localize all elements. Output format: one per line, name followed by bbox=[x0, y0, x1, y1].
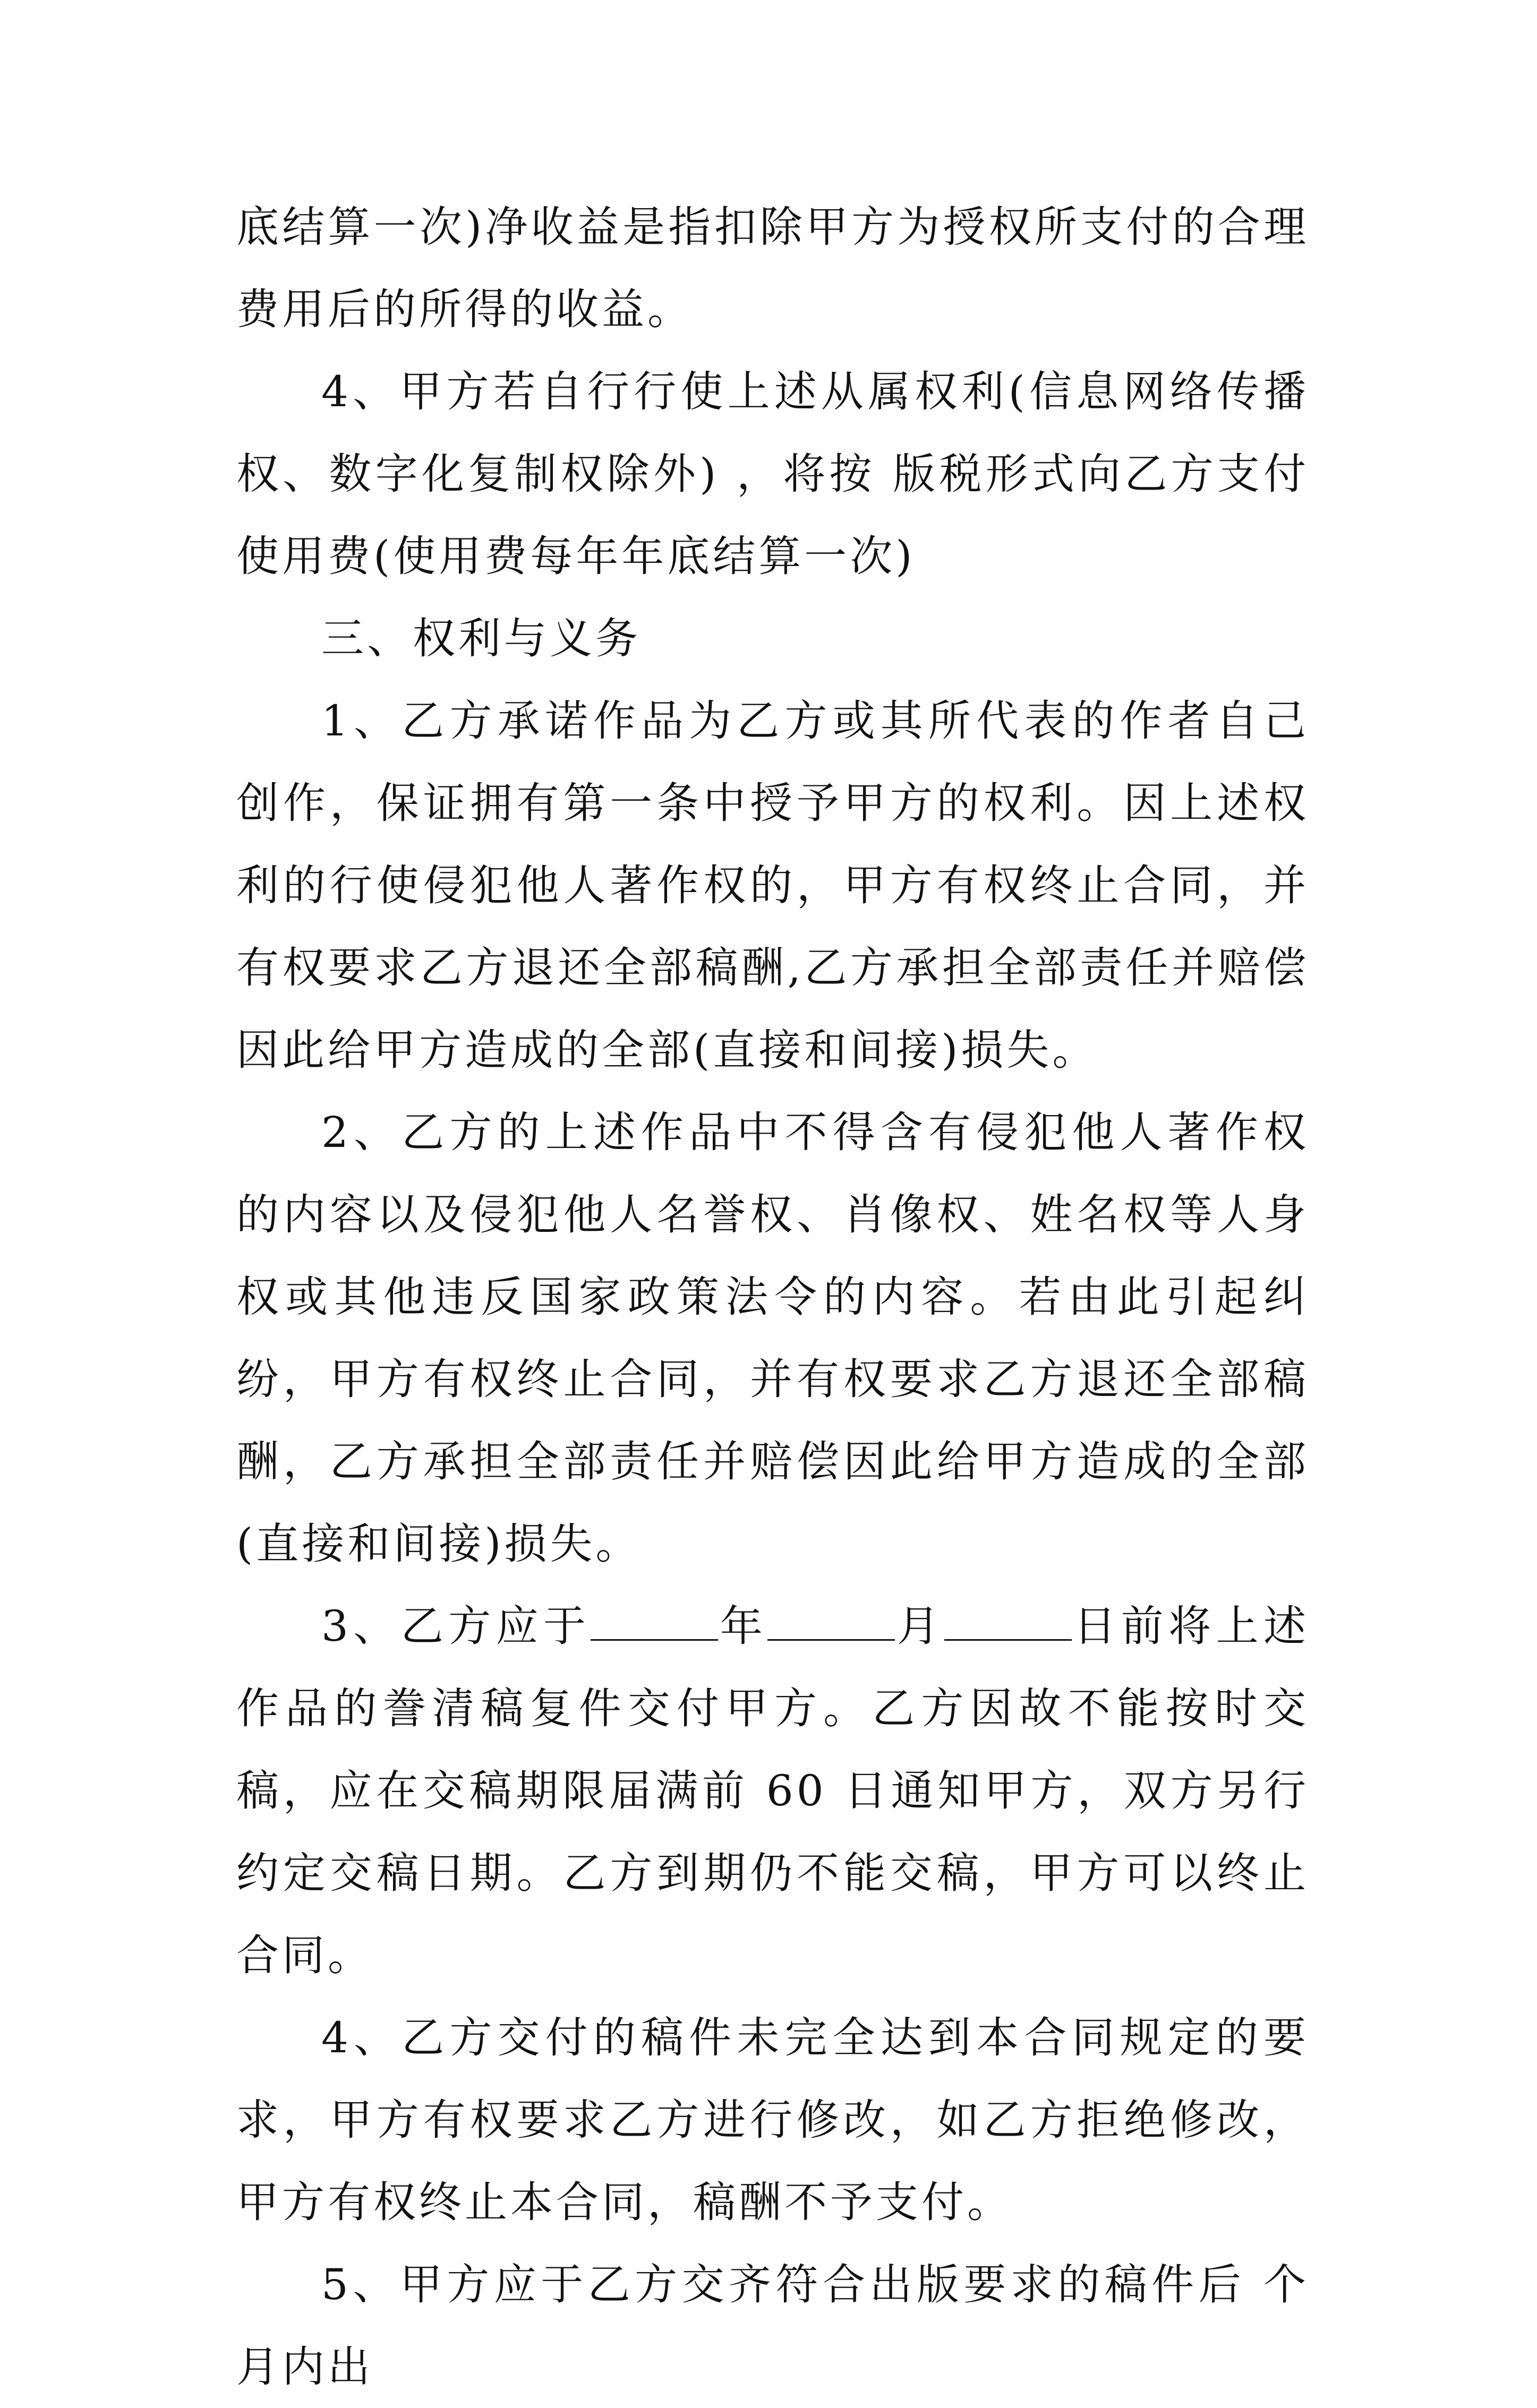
paragraph-2: 4、甲方若自行行使上述从属权利(信息网络传播权、数字化复制权除外) ，将按 版税形式向乙方支付使用费(使用费每年年底结算一次) bbox=[236, 367, 1309, 581]
clause-3-year-label: 年 bbox=[718, 1601, 768, 1651]
blank-year-field bbox=[591, 1602, 718, 1641]
clause-3-prefix: 3、乙方应于 bbox=[321, 1601, 591, 1651]
section-heading-rights-obligations: 三、权利与义务 bbox=[321, 614, 641, 663]
blank-month-field bbox=[767, 1602, 895, 1641]
blank-day-field bbox=[944, 1602, 1072, 1641]
paragraph-clause-2: 2、乙方的上述作品中不得含有侵犯他人著作权的内容以及侵犯他人名誉权、肖像权、姓名权等人身权或其他违反国家政策法令的内容。若由此引起纠纷，甲方有权终止合同，并有权要求乙方退还全部稿酬，乙方承担全部责任并赔偿因此给甲方造成的全部(直接和间接)损失。 bbox=[236, 1108, 1309, 1569]
paragraph-clause-3 bbox=[236, 1585, 1309, 1996]
document-body bbox=[236, 186, 1309, 2408]
paragraph-1: 底结算一次)净收益是指扣除甲方为授权所支付的合理费用后的所得的收益。 bbox=[236, 202, 1309, 334]
clause-3-month-label: 月 bbox=[895, 1601, 944, 1651]
paragraph-clause-5: 5、甲方应于乙方交齐符合出版要求的稿件后 个月内出 bbox=[236, 2260, 1309, 2392]
paragraph-clause-1: 1、乙方承诺作品为乙方或其所代表的作者自己创作，保证拥有第一条中授予甲方的权利。因上述权利的行使侵犯他人著作权的，甲方有权终止合同，并有权要求乙方退还全部稿酬,乙方承担全部责任并赔偿因此给甲方造成的全部(直接和间接)损失。 bbox=[236, 696, 1309, 1075]
paragraph-clause-4: 4、乙方交付的稿件未完全达到本合同规定的要求，甲方有权要求乙方进行修改，如乙方拒绝修改，甲方有权终止本合同，稿酬不予支付。 bbox=[236, 2013, 1309, 2227]
clause-3-rest: 日前将上述作品的誊清稿复件交付甲方。乙方因故不能按时交稿，应在交稿期限届满前 60 日通知甲方，双方另行约定交稿日期。乙方到期仍不能交稿，甲方可以终止合同。 bbox=[236, 1601, 1309, 1980]
